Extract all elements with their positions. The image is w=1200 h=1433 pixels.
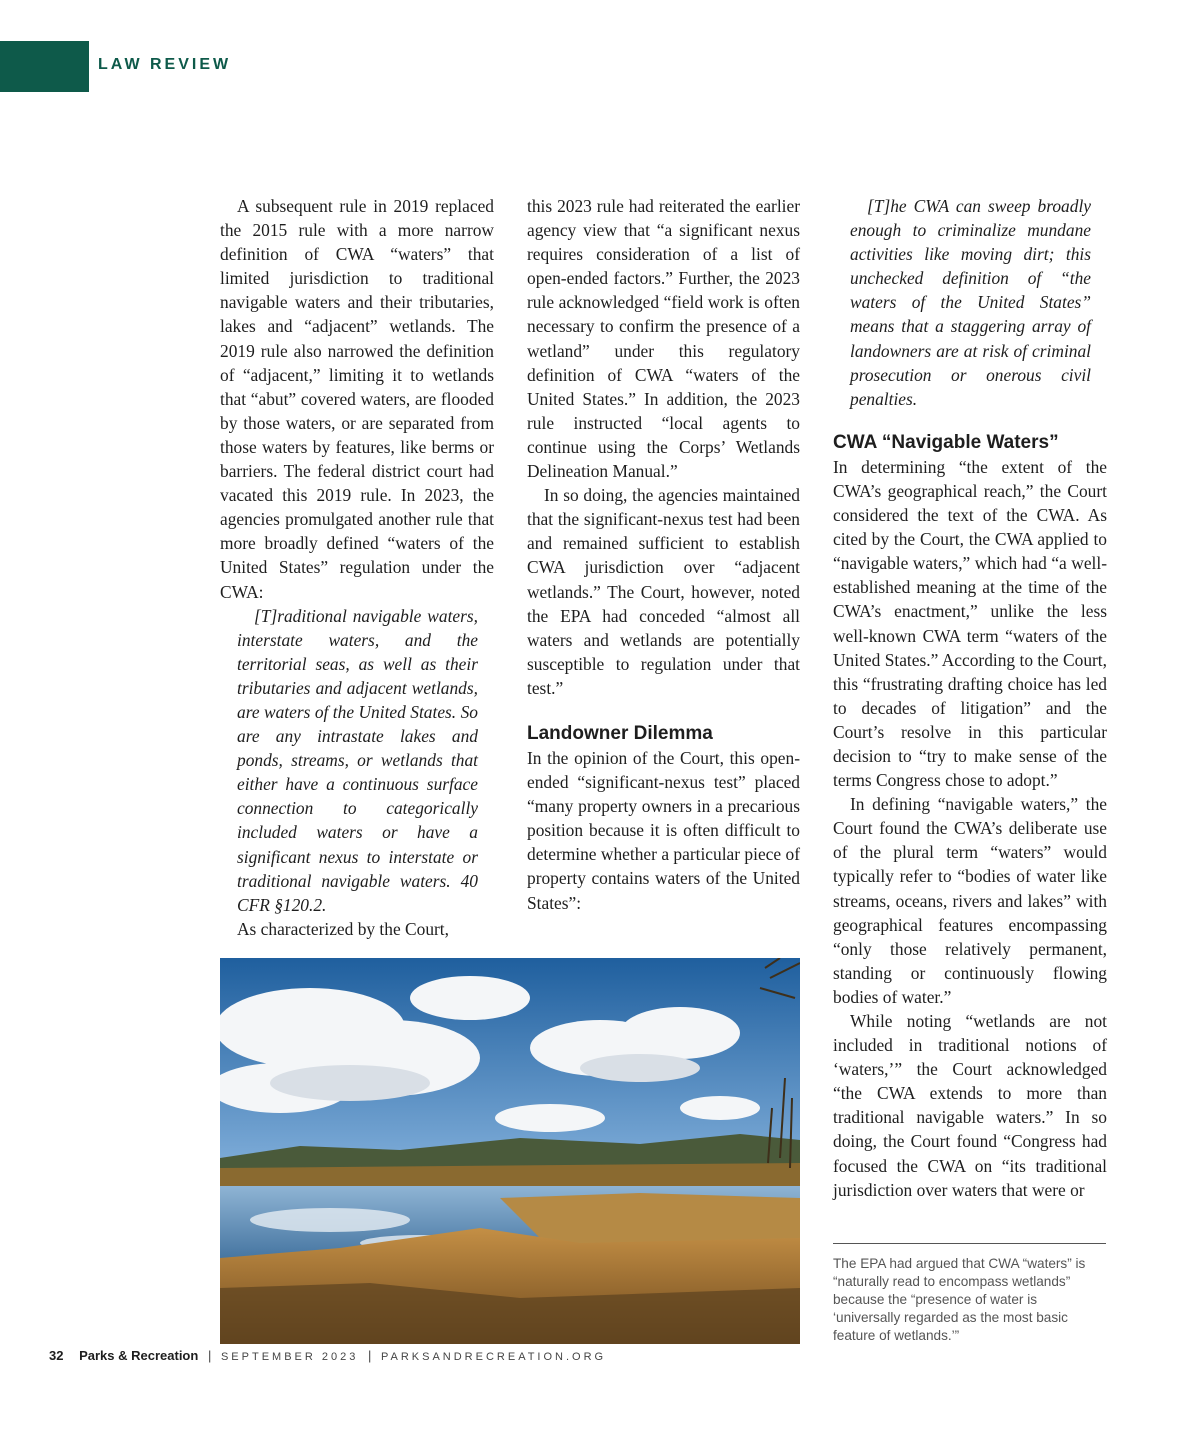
block-quote [237, 604, 478, 917]
subhead-landowner-dilemma: Landowner Dilemma [527, 722, 713, 744]
column-1 [220, 194, 494, 941]
paragraph: In the opinion of the Court, this open-ended “significant-nexus test” placed “many property owners in a precarious position because it is often difficult to determine whether a particular piece of property contains waters of the United States”: [527, 747, 800, 913]
photo-caption: The EPA had argued that CWA “waters” is “naturally read to encompass wetlands” because the “presence of water is ‘universally regarded as the most basic feature of wetlands.’” [833, 1256, 1086, 1344]
paragraph: In defining “navigable waters,” the Court found the CWA’s deliberate use of the plural term “waters” would typically refer to “bodies of water like streams, oceans, rivers and lakes” with geographical features encompassing “only those relatively permanent, standing or continuously flowing bodies of water.” [833, 794, 1107, 1007]
paragraph: In determining “the extent of the CWA’s geographical reach,” the Court considered the text of the CWA. As cited by the Court, the CWA applied to “navigable waters,” which had “a well-established meaning at the time of the CWA’s enactment,” unlike the less well-known CWA term “waters of the United States.” According to the Court, this “frustrating drafting choice has led to decades of litigation” and the Court’s resolve in this particular decision to “try to make sense of the terms Congress chose to adopt.” [833, 456, 1107, 791]
issue-date: SEPTEMBER 2023 [220, 1351, 359, 1363]
section-label: LAW REVIEW [98, 56, 232, 73]
column-3 [833, 194, 1107, 1202]
page-number: 32 [49, 1348, 64, 1363]
subhead-navigable-waters: CWA “Navigable Waters” [833, 431, 1059, 453]
magazine-name: Parks & Recreation [79, 1348, 199, 1363]
paragraph: this 2023 rule had reiterated the earlier agency view that “a significant nexus requires consideration of a list of open-ended factors.” Further, the 2023 rule acknowledged “field work is often necessary to confirm the presence of a wetland” under this regulatory definition of CWA “waters of the United States.” In addition, the 2023 rule instructed “local agents to continue using the Corps’ Wetlands Delineation Manual.” [527, 196, 800, 482]
page-footer [49, 1348, 606, 1363]
paragraph: While noting “wetlands are not included in traditional notions of ‘waters,’” the Court acknowledged “the CWA extends to more than traditional navigable waters.” In so doing, the Court found “Congress had focused the CWA on “its traditional jurisdiction over waters that were or [833, 1011, 1107, 1200]
quote-text: [T]raditional navigable waters, interstate waters, and the territorial seas, as well as their tributaries and adjacent wetlands, are waters of the United States. So are any intrastate lakes and ponds, streams, or wetlands that either have a continuous surface connection to categorically included waters or have a significant nexus to interstate or traditional navigable waters. 40 CFR §120.2. [237, 605, 478, 915]
caption-rule [833, 1243, 1106, 1244]
website-link[interactable]: PARKSANDRECREATION.ORG [380, 1351, 607, 1363]
wetland-photo [220, 958, 800, 1344]
separator: | [207, 1348, 212, 1363]
quote-text: [T]he CWA can sweep broadly enough to criminalize mundane activities like moving dirt; this unchecked definition of “the waters of the United States” means that a staggering array of landowners are at risk of criminal prosecution or onerous civil penalties. [850, 196, 1091, 409]
section-tab [0, 41, 89, 92]
block-quote [850, 194, 1091, 411]
paragraph: A subsequent rule in 2019 replaced the 2015 rule with a more narrow definition of CWA “waters” that limited jurisdiction to traditional navigable waters and their tributaries, lakes and “adjacent” wetlands. The 2019 rule also narrowed the definition of “adjacent,” limiting it to wetlands that “abut” covered waters, are flooded by those waters, or are separated from those waters by features, like berms or barriers. The federal district court had vacated this 2019 rule. In 2023, the agencies promulgated another rule that more broadly defined “waters of the United States” regulation under the CWA: [220, 196, 494, 602]
separator: | [367, 1348, 372, 1363]
paragraph: As characterized by the Court, [237, 918, 449, 939]
paragraph: In so doing, the agencies maintained that the significant-nexus test had been and remained sufficient to establish CWA jurisdiction over “adjacent wetlands.” The Court, however, noted the EPA had conceded “almost all waters and wetlands are potentially susceptible to regulation under that test.” [527, 485, 800, 698]
column-2 [527, 194, 800, 915]
